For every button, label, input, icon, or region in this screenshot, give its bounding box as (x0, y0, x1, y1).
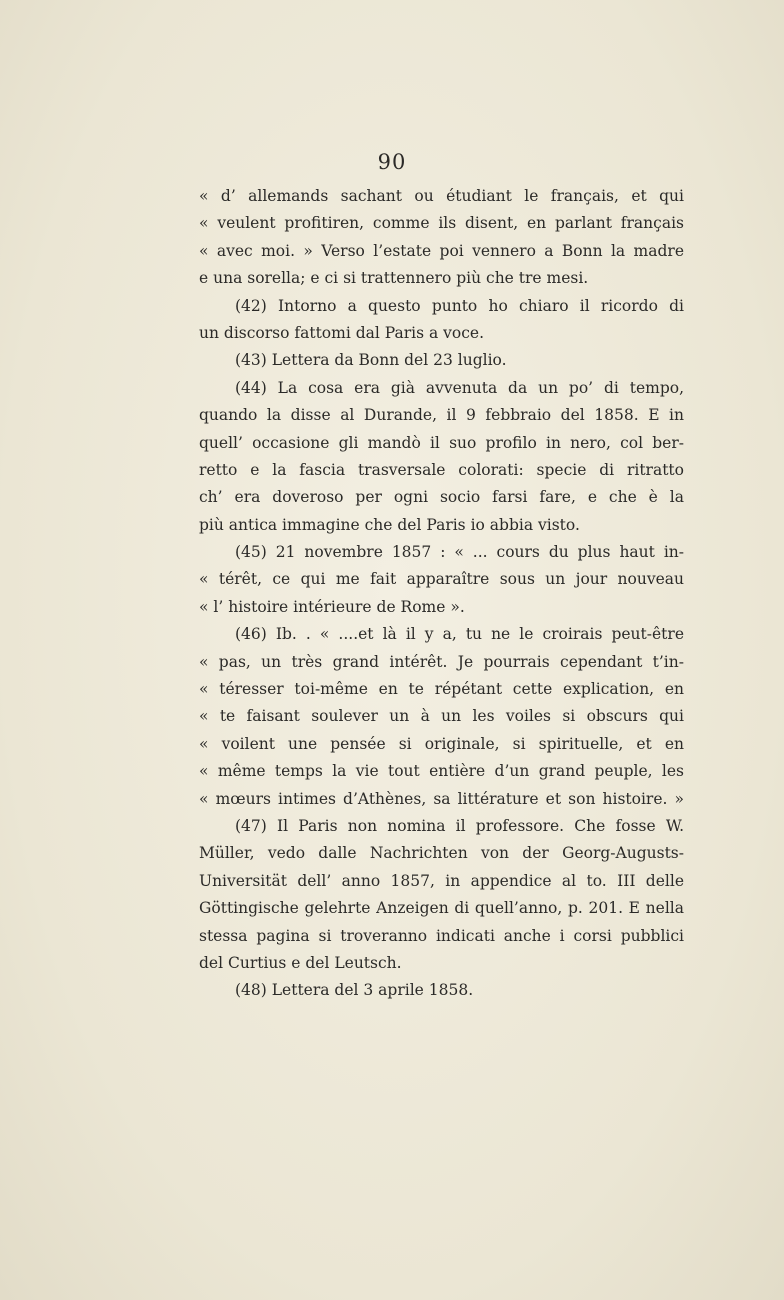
text-line: un discorso fattomi dal Paris a voce. (199, 323, 485, 342)
text-line: del Curtius e del Leutsch. (199, 953, 402, 972)
text-line: « téresser toi-même en te répétant cette explication, en (199, 680, 684, 699)
text-line: « veulent profitiren, comme ils disent, en parlant français (199, 214, 684, 233)
text-line: Müller, vedo dalle Nachrichten von der Georg-Augusts- (199, 844, 684, 863)
text-line: quando la disse al Durande, il 9 febbraio del 1858. E in (199, 406, 684, 425)
text-line: più antica immagine che del Paris io abbia visto. (199, 515, 580, 534)
text-line: (46) Ib. . « ....et là il y a, tu ne le croirais peut-être (235, 625, 684, 644)
text-line: « térêt, ce qui me fait apparaître sous un jour nouveau (199, 570, 684, 589)
text-line: stessa pagina si troveranno indicati anche i corsi pubblici (199, 926, 684, 945)
text-line: « d’ allemands sachant ou étudiant le français, et qui (199, 187, 684, 205)
text-line: « l’ histoire intérieure de Rome ». (199, 597, 465, 616)
text-line: « voilent une pensée si originale, si spirituelle, et en (199, 734, 684, 753)
text-line: e una sorella; e ci si trattennero più che tre mesi. (199, 269, 589, 288)
text-line: retto e la fascia trasversale colorati: specie di ritratto (199, 460, 684, 479)
text-line: « avec moi. » Verso l’estate poi vennero a Bonn la madre (199, 241, 684, 260)
text-line: (44) La cosa era già avvenuta da un po’ di tempo, (235, 378, 684, 397)
text-line: Universität dell’ anno 1857, in appendice al to. III delle (199, 871, 684, 890)
page-number: 90 (377, 150, 407, 174)
text-line: ch’ era doveroso per ogni socio farsi fare, e che è la (199, 488, 684, 507)
text-line: (43) Lettera da Bonn del 23 luglio. (235, 351, 507, 370)
text-line: « mœurs intimes d’Athènes, sa littérature et son histoire. » (199, 789, 684, 808)
text-line: (47) Il Paris non nomina il professore. Che fosse W. (235, 816, 684, 835)
text-line: quell’ occasione gli mandò il suo profilo in nero, col ber- (199, 433, 684, 452)
text-line: (48) Lettera del 3 aprile 1858. (235, 981, 474, 1000)
text-line: « te faisant soulever un à un les voiles si obscurs qui (199, 707, 684, 726)
text-line: « même temps la vie tout entière d’un grand peuple, les (199, 762, 684, 781)
text-line: « pas, un très grand intérêt. Je pourrais cependant t’in- (199, 652, 684, 671)
text-line: (45) 21 novembre 1857 : « ... cours du plus haut in- (235, 543, 684, 562)
text-line: Göttingische gelehrte Anzeigen di quell’anno, p. 201. E nella (199, 899, 684, 918)
footnotes-text (199, 183, 684, 1005)
text-line: (42) Intorno a questo punto ho chiaro il ricordo di (235, 296, 684, 315)
